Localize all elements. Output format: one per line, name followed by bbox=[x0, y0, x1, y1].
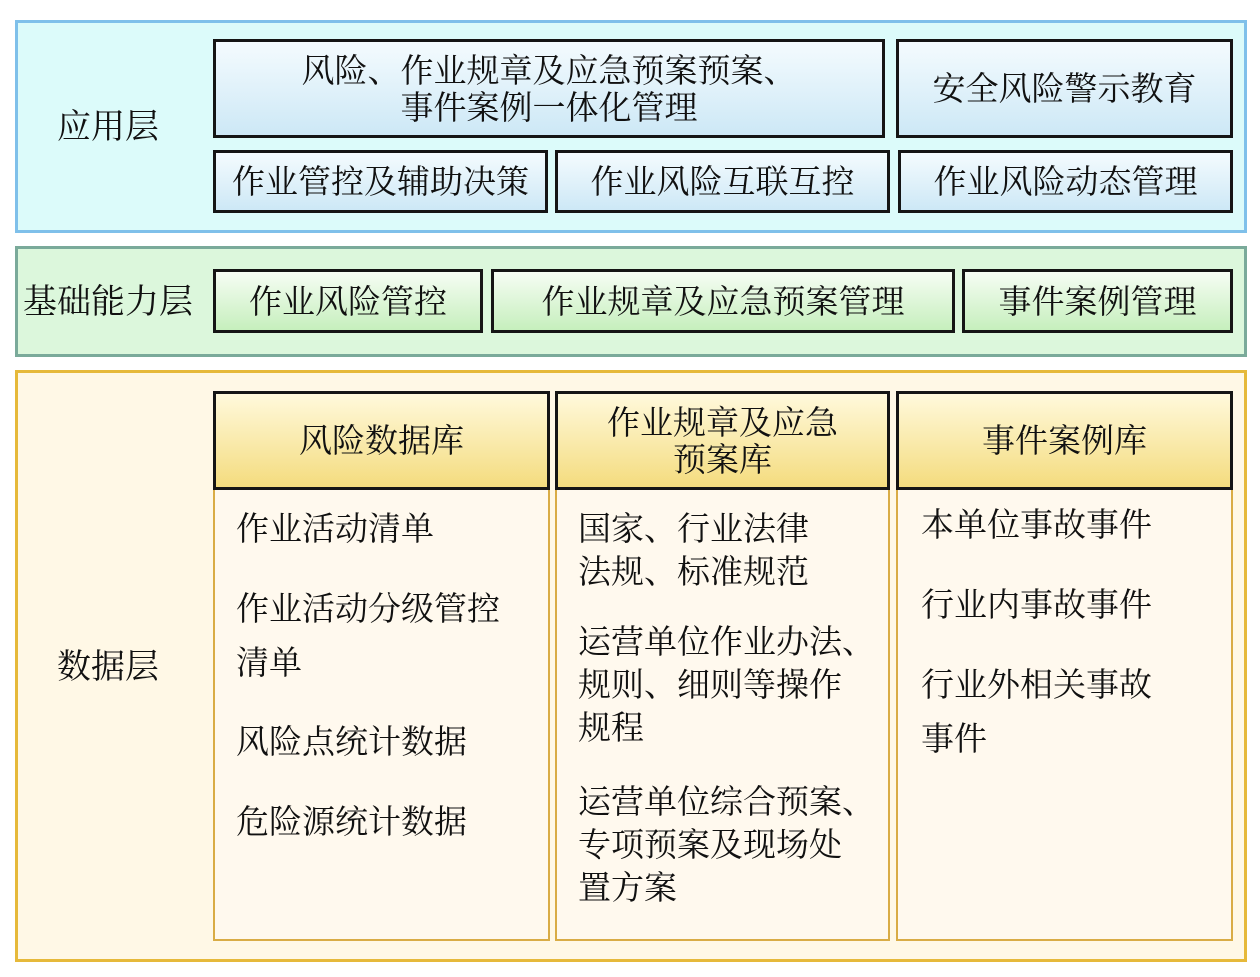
risk-dynamic-management-box: 作业风险动态管理 bbox=[898, 150, 1233, 213]
data-layer-label: 数据层 bbox=[57, 647, 159, 687]
list-item: 运营单位作业办法、 规则、细则等操作 规程 bbox=[578, 622, 875, 747]
event-case-management-box: 事件案例管理 bbox=[962, 269, 1233, 333]
regulation-plan-database-header bbox=[555, 391, 890, 490]
event-case-database-title: 事件案例库 bbox=[982, 421, 1147, 460]
list-item: 行业内事故事件 bbox=[921, 585, 1152, 624]
operation-control-decision-box: 作业管控及辅助决策 bbox=[213, 150, 548, 213]
event-case-database-header bbox=[896, 391, 1233, 490]
integrated-management-line2: 事件案例一体化管理 bbox=[400, 87, 698, 127]
risk-database-title: 风险数据库 bbox=[299, 421, 464, 460]
integrated-management-line1: 风险、作业规章及应急预案预案、 bbox=[301, 50, 797, 90]
list-item: 风险点统计数据 bbox=[236, 722, 467, 761]
regulation-plan-database-title-line2: 预案库 bbox=[673, 439, 772, 479]
list-item: 本单位事故事件 bbox=[921, 505, 1152, 544]
safety-warning-education-box: 安全风险警示教育 bbox=[896, 39, 1233, 138]
list-item: 国家、行业法律 法规、标准规范 bbox=[578, 509, 809, 591]
regulation-plan-database-title-line1: 作业规章及应急 bbox=[607, 402, 838, 442]
integrated-management-box bbox=[213, 39, 885, 138]
list-item: 作业活动分级管控 清单 bbox=[236, 589, 500, 682]
base-capability-layer-label: 基础能力层 bbox=[23, 282, 193, 322]
risk-database-header bbox=[213, 391, 550, 490]
risk-interconnection-box: 作业风险互联互控 bbox=[555, 150, 890, 213]
list-item: 运营单位综合预案、 专项预案及现场处 置方案 bbox=[578, 782, 875, 907]
regulation-plan-management-box: 作业规章及应急预案管理 bbox=[491, 269, 955, 333]
risk-control-box: 作业风险管控 bbox=[213, 269, 483, 333]
list-item: 危险源统计数据 bbox=[236, 802, 467, 841]
list-item: 行业外相关事故 事件 bbox=[921, 665, 1152, 758]
list-item: 作业活动清单 bbox=[236, 509, 434, 548]
application-layer-label: 应用层 bbox=[57, 107, 159, 147]
risk-database-body bbox=[213, 488, 550, 941]
